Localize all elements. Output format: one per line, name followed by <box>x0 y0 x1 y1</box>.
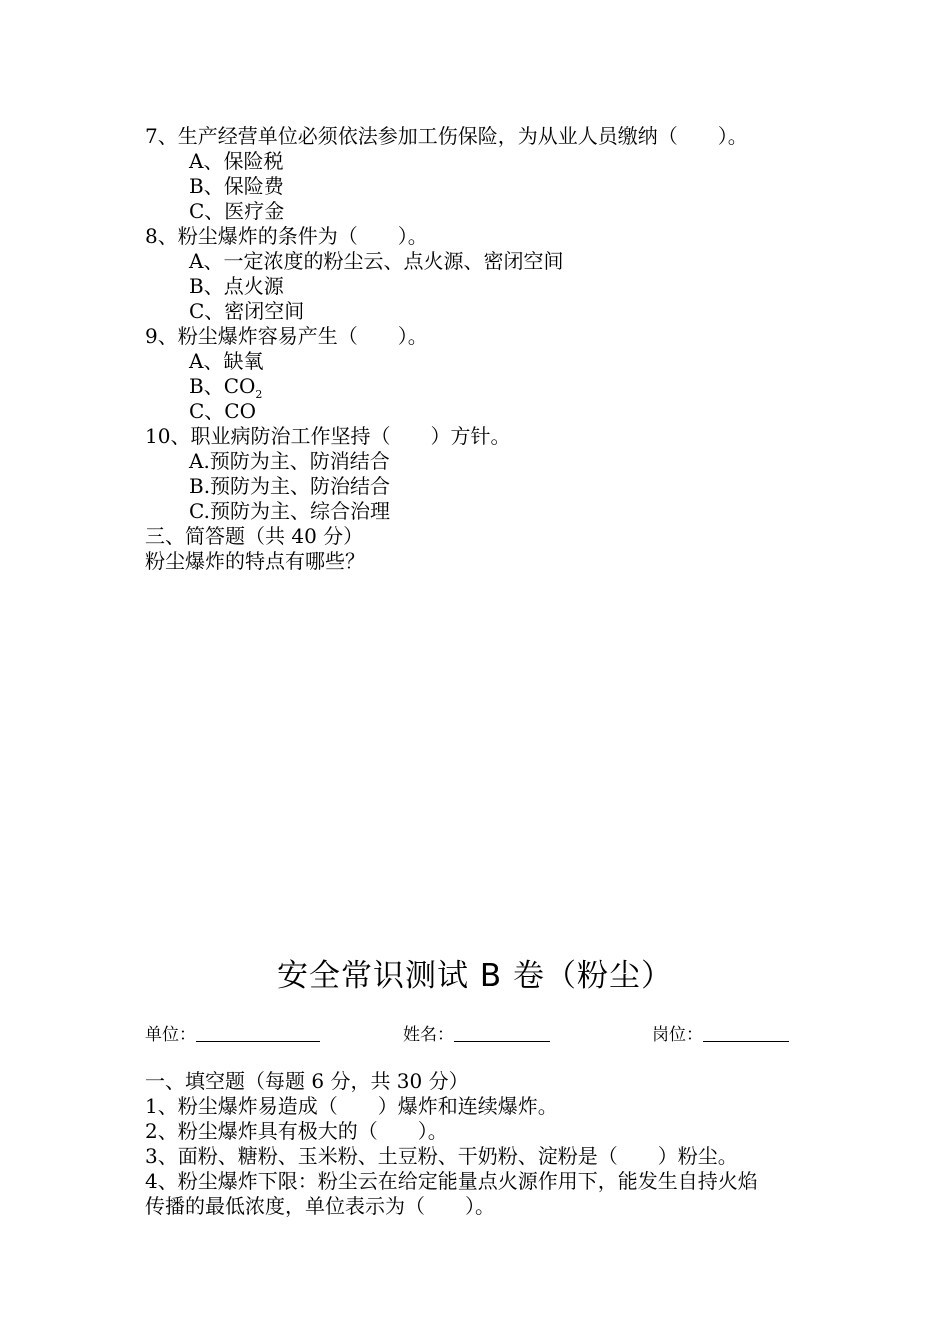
section-1-heading: 一、填空题（每题 6 分，共 30 分） <box>145 1069 469 1093</box>
fill-question-4-line-1: 4、粉尘爆炸下限：粉尘云在给定能量点火源作用下，能发生自持火焰 <box>145 1169 758 1193</box>
q8-option-b: B、点火源 <box>189 274 284 298</box>
q7-option-a: A、保险税 <box>189 149 284 173</box>
fill-question-4-line-2: 传播的最低浓度，单位表示为（ ）。 <box>145 1194 495 1218</box>
exam-title: 安全常识测试 B 卷（粉尘） <box>277 958 673 994</box>
question-7: 7、生产经营单位必须依法参加工伤保险，为从业人员缴纳（ ）。 <box>145 124 748 148</box>
q9-option-b-subscript: 2 <box>255 388 263 401</box>
post-label: 岗位： <box>652 1025 703 1045</box>
q8-option-a: A、一定浓度的粉尘云、点火源、密闭空间 <box>189 249 564 273</box>
fill-question-2: 2、粉尘爆炸具有极大的（ ）。 <box>145 1119 448 1143</box>
q10-option-a: A.预防为主、防消结合 <box>189 449 390 473</box>
unit-field[interactable] <box>145 1020 320 1045</box>
question-9: 9、粉尘爆炸容易产生（ ）。 <box>145 324 428 348</box>
fill-question-1: 1、粉尘爆炸易造成（ ）爆炸和连续爆炸。 <box>145 1094 558 1118</box>
section-3-question: 粉尘爆炸的特点有哪些？ <box>145 549 365 573</box>
name-field[interactable] <box>403 1020 550 1045</box>
q10-option-c: C.预防为主、综合治理 <box>189 499 390 523</box>
section-3-heading: 三、简答题（共 40 分） <box>145 524 364 548</box>
question-10: 10、职业病防治工作坚持（ ）方针。 <box>145 424 511 448</box>
post-field[interactable] <box>652 1020 789 1045</box>
question-8: 8、粉尘爆炸的条件为（ ）。 <box>145 224 428 248</box>
q9-option-b-text: B、CO <box>189 374 256 398</box>
name-blank[interactable] <box>454 1023 550 1042</box>
unit-blank[interactable] <box>196 1023 320 1042</box>
unit-label: 单位： <box>145 1025 196 1045</box>
q9-option-a: A、缺氧 <box>189 349 264 373</box>
q7-option-c: C、医疗金 <box>189 199 285 223</box>
post-blank[interactable] <box>703 1023 789 1042</box>
q10-option-b: B.预防为主、防治结合 <box>189 474 391 498</box>
q9-option-c: C、CO <box>189 399 257 423</box>
fill-question-3: 3、面粉、糖粉、玉米粉、土豆粉、干奶粉、淀粉是（ ）粉尘。 <box>145 1144 738 1168</box>
q7-option-b: B、保险费 <box>189 174 284 198</box>
q8-option-c: C、密闭空间 <box>189 299 305 323</box>
name-label: 姓名： <box>403 1025 454 1045</box>
